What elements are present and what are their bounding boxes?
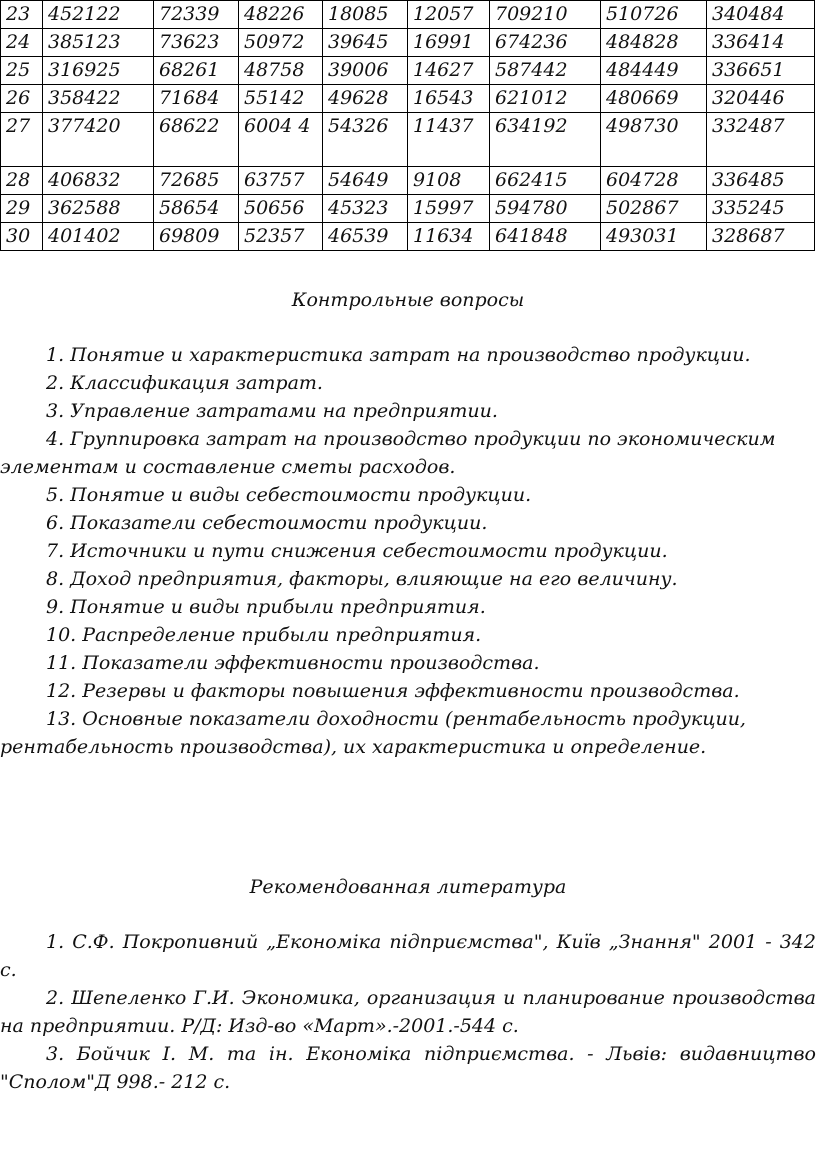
table-row xyxy=(1,85,815,113)
table-cell: 49628 xyxy=(323,85,408,113)
table-cell: 73623 xyxy=(154,29,239,57)
table-cell: 48226 xyxy=(239,1,323,29)
table-cell: 68622 xyxy=(154,113,239,167)
question-item: 9. Понятие и виды прибыли предприятия. xyxy=(46,596,486,618)
table-cell: 58654 xyxy=(154,195,239,223)
table-cell: 68261 xyxy=(154,57,239,85)
table-row xyxy=(1,57,815,85)
question-item: 8. Доход предприятия, факторы, влияющие на его величину. xyxy=(46,568,678,590)
table-row xyxy=(1,167,815,195)
table-cell: 401402 xyxy=(43,223,154,251)
table-cell: 328687 xyxy=(707,223,815,251)
table-cell: 641848 xyxy=(490,223,601,251)
literature-item: 1. С.Ф. Покропивний „Економіка підприємства", Київ „Знання" 2001 - 342 с. xyxy=(0,931,816,981)
table-row xyxy=(1,195,815,223)
table-cell: 340484 xyxy=(707,1,815,29)
table-cell: 452122 xyxy=(43,1,154,29)
table-cell: 72685 xyxy=(154,167,239,195)
question-item: 5. Понятие и виды себестоимости продукции. xyxy=(46,484,532,506)
question-item: 11. Показатели эффективности производства. xyxy=(46,652,540,674)
table-cell: 12057 xyxy=(408,1,490,29)
table-cell: 484828 xyxy=(601,29,707,57)
table-cell: 594780 xyxy=(490,195,601,223)
table-cell: 48758 xyxy=(239,57,323,85)
table-cell: 377420 xyxy=(43,113,154,167)
table-cell: 480669 xyxy=(601,85,707,113)
table-cell: 24 xyxy=(1,29,43,57)
table-cell: 358422 xyxy=(43,85,154,113)
table-cell: 71684 xyxy=(154,85,239,113)
question-item: 6. Показатели себестоимости продукции. xyxy=(46,512,488,534)
table-cell: 52357 xyxy=(239,223,323,251)
table-cell: 484449 xyxy=(601,57,707,85)
question-item: 2. Классификация затрат. xyxy=(46,372,323,394)
question-item: 10. Распределение прибыли предприятия. xyxy=(46,624,482,646)
question-item: 13. Основные показатели доходности (рентабельность продукции, рентабельность производства), их характеристика и определение. xyxy=(0,708,746,758)
table-cell: 493031 xyxy=(601,223,707,251)
table-cell: 15997 xyxy=(408,195,490,223)
table-cell: 54649 xyxy=(323,167,408,195)
table-cell: 28 xyxy=(1,167,43,195)
table-row xyxy=(1,113,815,167)
literature-heading: Рекомендованная литература xyxy=(249,876,567,898)
table-cell: 336651 xyxy=(707,57,815,85)
table-cell: 72339 xyxy=(154,1,239,29)
question-item: 4. Группировка затрат на производство продукции по экономическим элементам и составление сметы расходов. xyxy=(0,428,776,478)
table-cell: 23 xyxy=(1,1,43,29)
literature-list xyxy=(0,928,816,1096)
table-cell: 30 xyxy=(1,223,43,251)
table-cell: 39645 xyxy=(323,29,408,57)
table-cell: 46539 xyxy=(323,223,408,251)
table-cell: 634192 xyxy=(490,113,601,167)
question-item: 12. Резервы и факторы повышения эффективности производства. xyxy=(46,680,740,702)
table-cell: 621012 xyxy=(490,85,601,113)
literature-item: 3. Бойчик І. М. та ін. Економіка підприємства. - Львів: видавництво "Сполом"Д 998.- 212 с. xyxy=(0,1043,816,1093)
table-cell: 587442 xyxy=(490,57,601,85)
table-cell: 498730 xyxy=(601,113,707,167)
table-cell: 662415 xyxy=(490,167,601,195)
table-cell: 50656 xyxy=(239,195,323,223)
table-cell: 14627 xyxy=(408,57,490,85)
table-cell: 11634 xyxy=(408,223,490,251)
table-cell: 16991 xyxy=(408,29,490,57)
table-cell: 50972 xyxy=(239,29,323,57)
questions-heading: Контрольные вопросы xyxy=(291,289,525,311)
table-cell: 29 xyxy=(1,195,43,223)
table-cell: 63757 xyxy=(239,167,323,195)
question-item: 7. Источники и пути снижения себестоимости продукции. xyxy=(46,540,668,562)
question-item: 1. Понятие и характеристика затрат на производство продукции. xyxy=(46,344,751,366)
table-cell: 674236 xyxy=(490,29,601,57)
table-cell: 6004 4 xyxy=(239,113,323,167)
table-cell: 9108 xyxy=(408,167,490,195)
table-cell: 336414 xyxy=(707,29,815,57)
table-cell: 385123 xyxy=(43,29,154,57)
table-cell: 16543 xyxy=(408,85,490,113)
table-row xyxy=(1,223,815,251)
table-cell: 510726 xyxy=(601,1,707,29)
table-cell: 69809 xyxy=(154,223,239,251)
table-cell: 26 xyxy=(1,85,43,113)
data-table xyxy=(0,0,815,251)
table-row xyxy=(1,1,815,29)
question-item: 3. Управление затратами на предприятии. xyxy=(46,400,498,422)
table-cell: 335245 xyxy=(707,195,815,223)
table-cell: 39006 xyxy=(323,57,408,85)
table-cell: 316925 xyxy=(43,57,154,85)
table-row xyxy=(1,29,815,57)
literature-item: 2. Шепеленко Г.И. Экономика, организация и планирование производства на предприятии. Р/Д: Изд-во «Март».-2001.-544 с. xyxy=(0,987,816,1037)
table-cell: 27 xyxy=(1,113,43,167)
table-cell: 11437 xyxy=(408,113,490,167)
table-cell: 362588 xyxy=(43,195,154,223)
table-cell: 604728 xyxy=(601,167,707,195)
table-cell: 336485 xyxy=(707,167,815,195)
table-cell: 406832 xyxy=(43,167,154,195)
table-cell: 55142 xyxy=(239,85,323,113)
table-cell: 709210 xyxy=(490,1,601,29)
table-cell: 45323 xyxy=(323,195,408,223)
table-cell: 54326 xyxy=(323,113,408,167)
table-cell: 502867 xyxy=(601,195,707,223)
table-cell: 320446 xyxy=(707,85,815,113)
table-cell: 332487 xyxy=(707,113,815,167)
questions-list xyxy=(0,341,816,761)
table-cell: 18085 xyxy=(323,1,408,29)
table-cell: 25 xyxy=(1,57,43,85)
